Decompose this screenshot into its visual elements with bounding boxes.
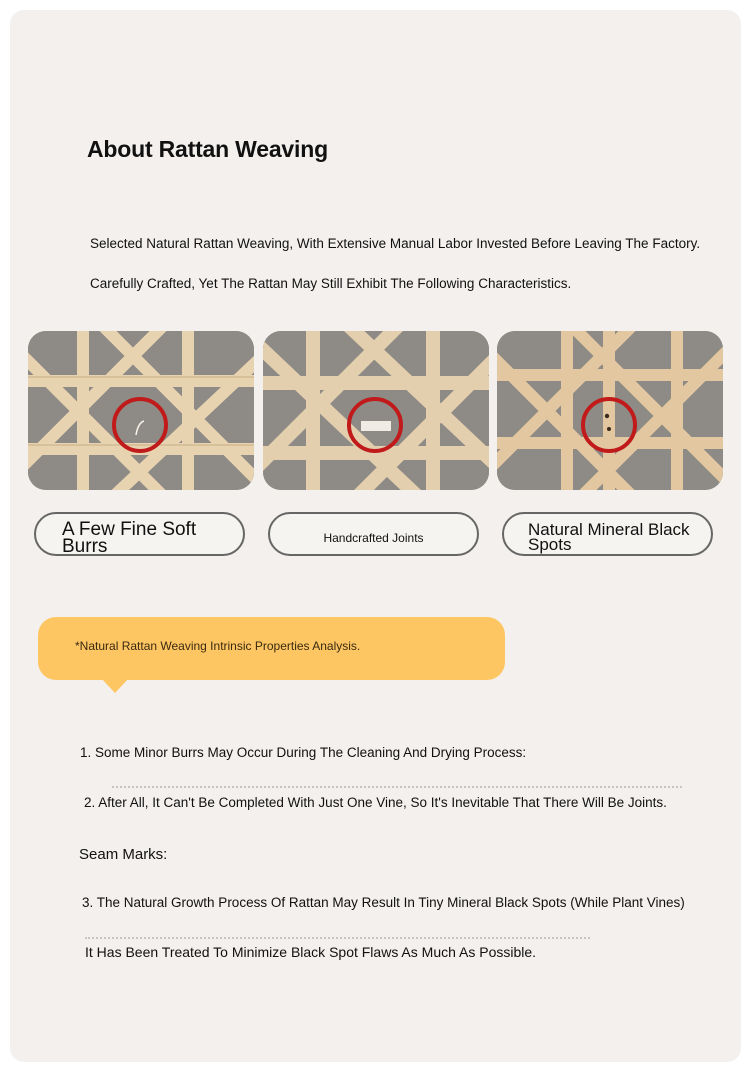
point-3: 3. The Natural Growth Process Of Rattan May Result In Tiny Mineral Black Spots (While Plant Vines) <box>82 895 685 910</box>
rattan-spot-photo <box>497 331 723 490</box>
page-title: About Rattan Weaving <box>87 136 328 162</box>
rattan-burr-photo <box>28 331 254 490</box>
feature-pill-spots <box>502 512 713 556</box>
feature-label-spots: Natural Mineral Black Spots <box>528 520 690 554</box>
banner-pointer <box>101 678 129 693</box>
intro-line-1: Selected Natural Rattan Weaving, With Extensive Manual Labor Invested Before Leaving The Factory. <box>90 236 701 251</box>
feature-label-burrs: A Few Fine Soft Burrs <box>62 519 197 557</box>
point-1: 1. Some Minor Burrs May Occur During The Cleaning And Drying Process: <box>80 745 527 760</box>
intro-line-2: Carefully Crafted, Yet The Rattan May Still Exhibit The Following Characteristics. <box>90 276 572 291</box>
point-2: 2. After All, It Can't Be Completed With Just One Vine, So It's Inevitable That There Will Be Joints. <box>84 795 667 810</box>
rattan-joint-photo <box>263 331 489 490</box>
feature-pill-burrs <box>34 512 245 556</box>
feature-pill-joints <box>268 512 479 556</box>
feature-label-joints: Handcrafted Joints <box>323 531 424 545</box>
analysis-banner-text: *Natural Rattan Weaving Intrinsic Properties Analysis. <box>75 639 361 653</box>
seam-marks-heading: Seam Marks: <box>79 846 168 863</box>
ghost-text-line <box>112 786 682 794</box>
point-4: It Has Been Treated To Minimize Black Spot Flaws As Much As Possible. <box>85 944 537 960</box>
analysis-banner <box>38 617 505 680</box>
